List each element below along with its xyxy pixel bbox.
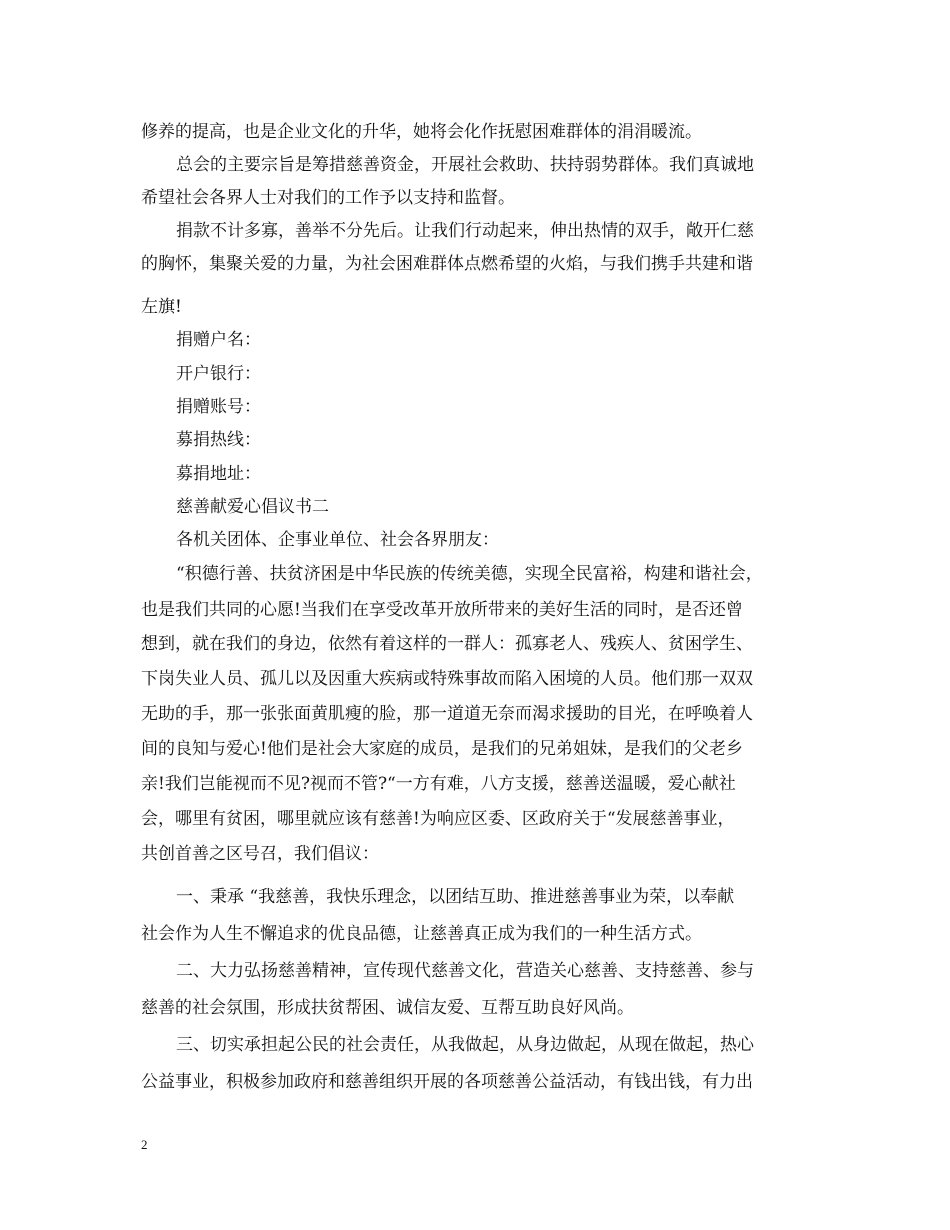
text-line: 三、切实承担起公民的社会责任，从我做起，从身边做起，从现在做起，热心 [176,1035,754,1055]
text-line: 开户银行： [176,364,261,384]
text-line: 募捐地址： [176,464,261,484]
text-line: 也是我们共同的心愿!当我们在享受改革开放所带来的美好生活的同时，是否还曾 [141,600,743,620]
text-line: 社会作为人生不懈追求的优良品德，让慈善真正成为我们的一种生活方式。 [141,924,702,944]
section-heading: 慈善献爱心倡议书二 [176,497,329,517]
page-number: 2 [141,1137,148,1152]
text-line: 左旗! [141,297,182,317]
text-line: 募捐热线： [176,430,261,450]
text-line: 公益事业，积极参加政府和慈善组织开展的各项慈善公益活动，有钱出钱，有力出 [141,1072,753,1092]
text-line: 慈善的社会氛围，形成扶贫帮困、诚信友爱、互帮互助良好风尚。 [141,998,634,1018]
text-line: 共创首善之区号召，我们倡议： [141,844,379,864]
text-line: 捐款不计多寡，善举不分先后。让我们行动起来，伸出热情的双手，敞开仁慈 [176,221,754,241]
text-line: 总会的主要宗旨是筹措慈善资金，开展社会救助、扶持弱势群体。我们真诚地 [176,155,754,175]
text-line: 二、大力弘扬慈善精神，宣传现代慈善文化，营造关心慈善、支持慈善、参与 [176,961,754,981]
text-line: “积德行善、扶贫济困是中华民族的传统美德，实现全民富裕，构建和谐社会， [176,564,763,584]
text-line: 想到，就在我们的身边，依然有着这样的一群人：孤寡老人、残疾人、贫困学生、 [141,634,753,654]
salutation-line: 各机关团体、企事业单位、社会各界朋友： [176,530,499,550]
text-line: 捐赠账号： [176,397,261,417]
text-line: 间的良知与爱心!他们是社会大家庭的成员，是我们的兄弟姐妹，是我们的父老乡 [141,739,743,759]
text-line: 捐赠户名： [176,330,261,350]
text-line: 无助的手，那一张张面黄肌瘦的脸，那一道道无奈而渴求援助的目光，在呼唤着人 [141,704,753,724]
text-line: 会，哪里有贫困，哪里就应该有慈善!为响应区委、区政府关于“发展慈善事业， [141,809,735,829]
text-line: 下岗失业人员、孤儿以及因重大疾病或特殊事故而陷入困境的人员。他们那一双双 [141,669,753,689]
text-line: 希望社会各界人士对我们的工作予以支持和监督。 [141,188,515,208]
text-line: 一、秉承 “我慈善，我快乐理念，以团结互助、推进慈善事业为荣，以奉献 [176,887,735,907]
text-line: 亲!我们岂能视而不见?视而不管?“一方有难，八方支援，慈善送温暖，爱心献社 [141,774,736,794]
text-line: 的胸怀，集聚关爱的力量，为社会困难群体点燃希望的火焰，与我们携手共建和谐 [141,254,753,274]
text-line: 修养的提高，也是企业文化的升华，她将会化作抚慰困难群体的涓涓暖流。 [141,122,702,142]
